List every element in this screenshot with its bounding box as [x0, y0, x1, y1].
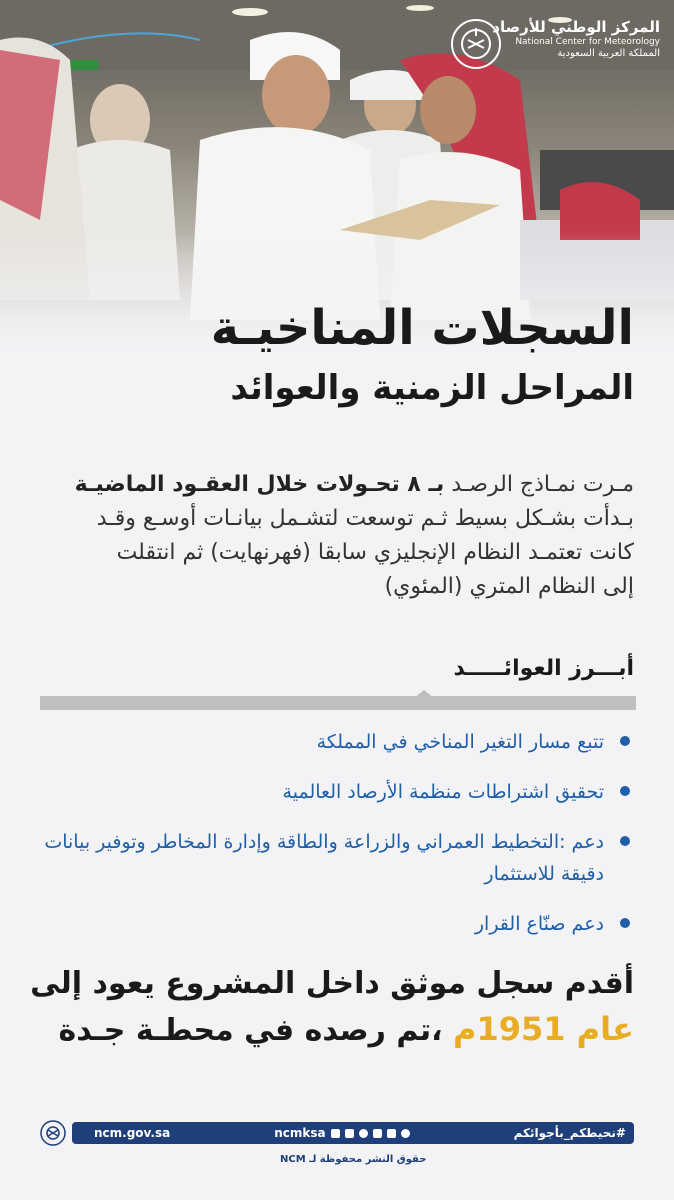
youtube-icon[interactable]	[345, 1129, 354, 1138]
social-handle[interactable]: ncmksa	[274, 1126, 326, 1140]
intro-lead-bold: بـ ٨ تحـولات خلال العقـود الماضيـة	[74, 472, 445, 497]
org-name-en: National Center for Meteorology	[515, 36, 660, 47]
facebook-icon[interactable]	[387, 1129, 396, 1138]
benefit-text: دعم :التخطيط العمراني والزراعة والطاقة وإدارة المخاطر وتوفير بيانات دقيقة للاستثمار	[44, 831, 604, 885]
benefits-list	[34, 726, 634, 958]
website-link[interactable]: ncm.gov.sa	[94, 1126, 171, 1140]
benefit-text: دعم صنّاع القرار	[474, 913, 604, 935]
bullet-icon	[620, 918, 630, 928]
ncm-logo	[450, 18, 660, 88]
country-name-ar: المملكة العربية السعودية	[557, 48, 660, 59]
intro-line-1	[34, 468, 634, 502]
snapchat-icon[interactable]	[359, 1129, 368, 1138]
instagram-icon[interactable]	[401, 1129, 410, 1138]
page-title: السجلات المناخيـة	[210, 300, 634, 356]
bullet-icon	[620, 786, 630, 796]
ncm-footer-emblem-icon	[40, 1120, 66, 1146]
copyright-text: حقوق النشر محفوظة لـ NCM	[280, 1154, 427, 1165]
benefits-divider	[40, 696, 636, 710]
bullet-icon	[620, 836, 630, 846]
hashtag[interactable]: #نحيطكم_بأجوائكم	[513, 1126, 626, 1140]
benefit-item	[34, 776, 634, 808]
intro-line-3: كانت تعتمـد النظام الإنجليزي سابقا (فهرنهايت) ثم انتقلت	[116, 540, 634, 565]
benefits-divider-notch	[414, 690, 434, 698]
benefit-text: تتبع مسار التغير المناخي في المملكة	[316, 731, 604, 753]
intro-line-2: بـدأت بشـكل بسيط ثـم توسعت لتشـمل بيانـات أوسـع وقـد	[96, 506, 634, 531]
x-icon[interactable]	[331, 1129, 340, 1138]
linkedin-icon[interactable]	[373, 1129, 382, 1138]
benefits-heading: أبـــرز العوائـــــد	[453, 656, 634, 681]
ncm-emblem-icon	[450, 18, 502, 70]
oldest-record-line-1: أقدم سجل موثق داخل المشروع يعود إلى	[30, 966, 634, 1001]
benefit-item	[34, 826, 634, 890]
intro-paragraph	[34, 468, 634, 604]
intro-lead: مـرت نمـاذج الرصـد	[451, 472, 634, 497]
benefit-text: تحقيق اشتراطات منظمة الأرصاد العالمية	[282, 781, 604, 803]
social-links	[274, 1126, 409, 1140]
bullet-icon	[620, 736, 630, 746]
page-subtitle: المراحل الزمنية والعوائد	[230, 368, 634, 408]
benefit-item	[34, 726, 634, 758]
oldest-record-rest: ،تم رصده في محطـة جـدة	[58, 1013, 443, 1048]
oldest-record-line-2	[59, 1010, 634, 1048]
footer-bar	[72, 1122, 634, 1144]
oldest-record-year: عام 1951م	[453, 1010, 634, 1048]
benefit-item	[34, 908, 634, 940]
org-name-ar: المركز الوطني للأرصاد	[492, 18, 660, 36]
intro-line-4: إلى النظام المتري (المئوي)	[384, 574, 634, 599]
